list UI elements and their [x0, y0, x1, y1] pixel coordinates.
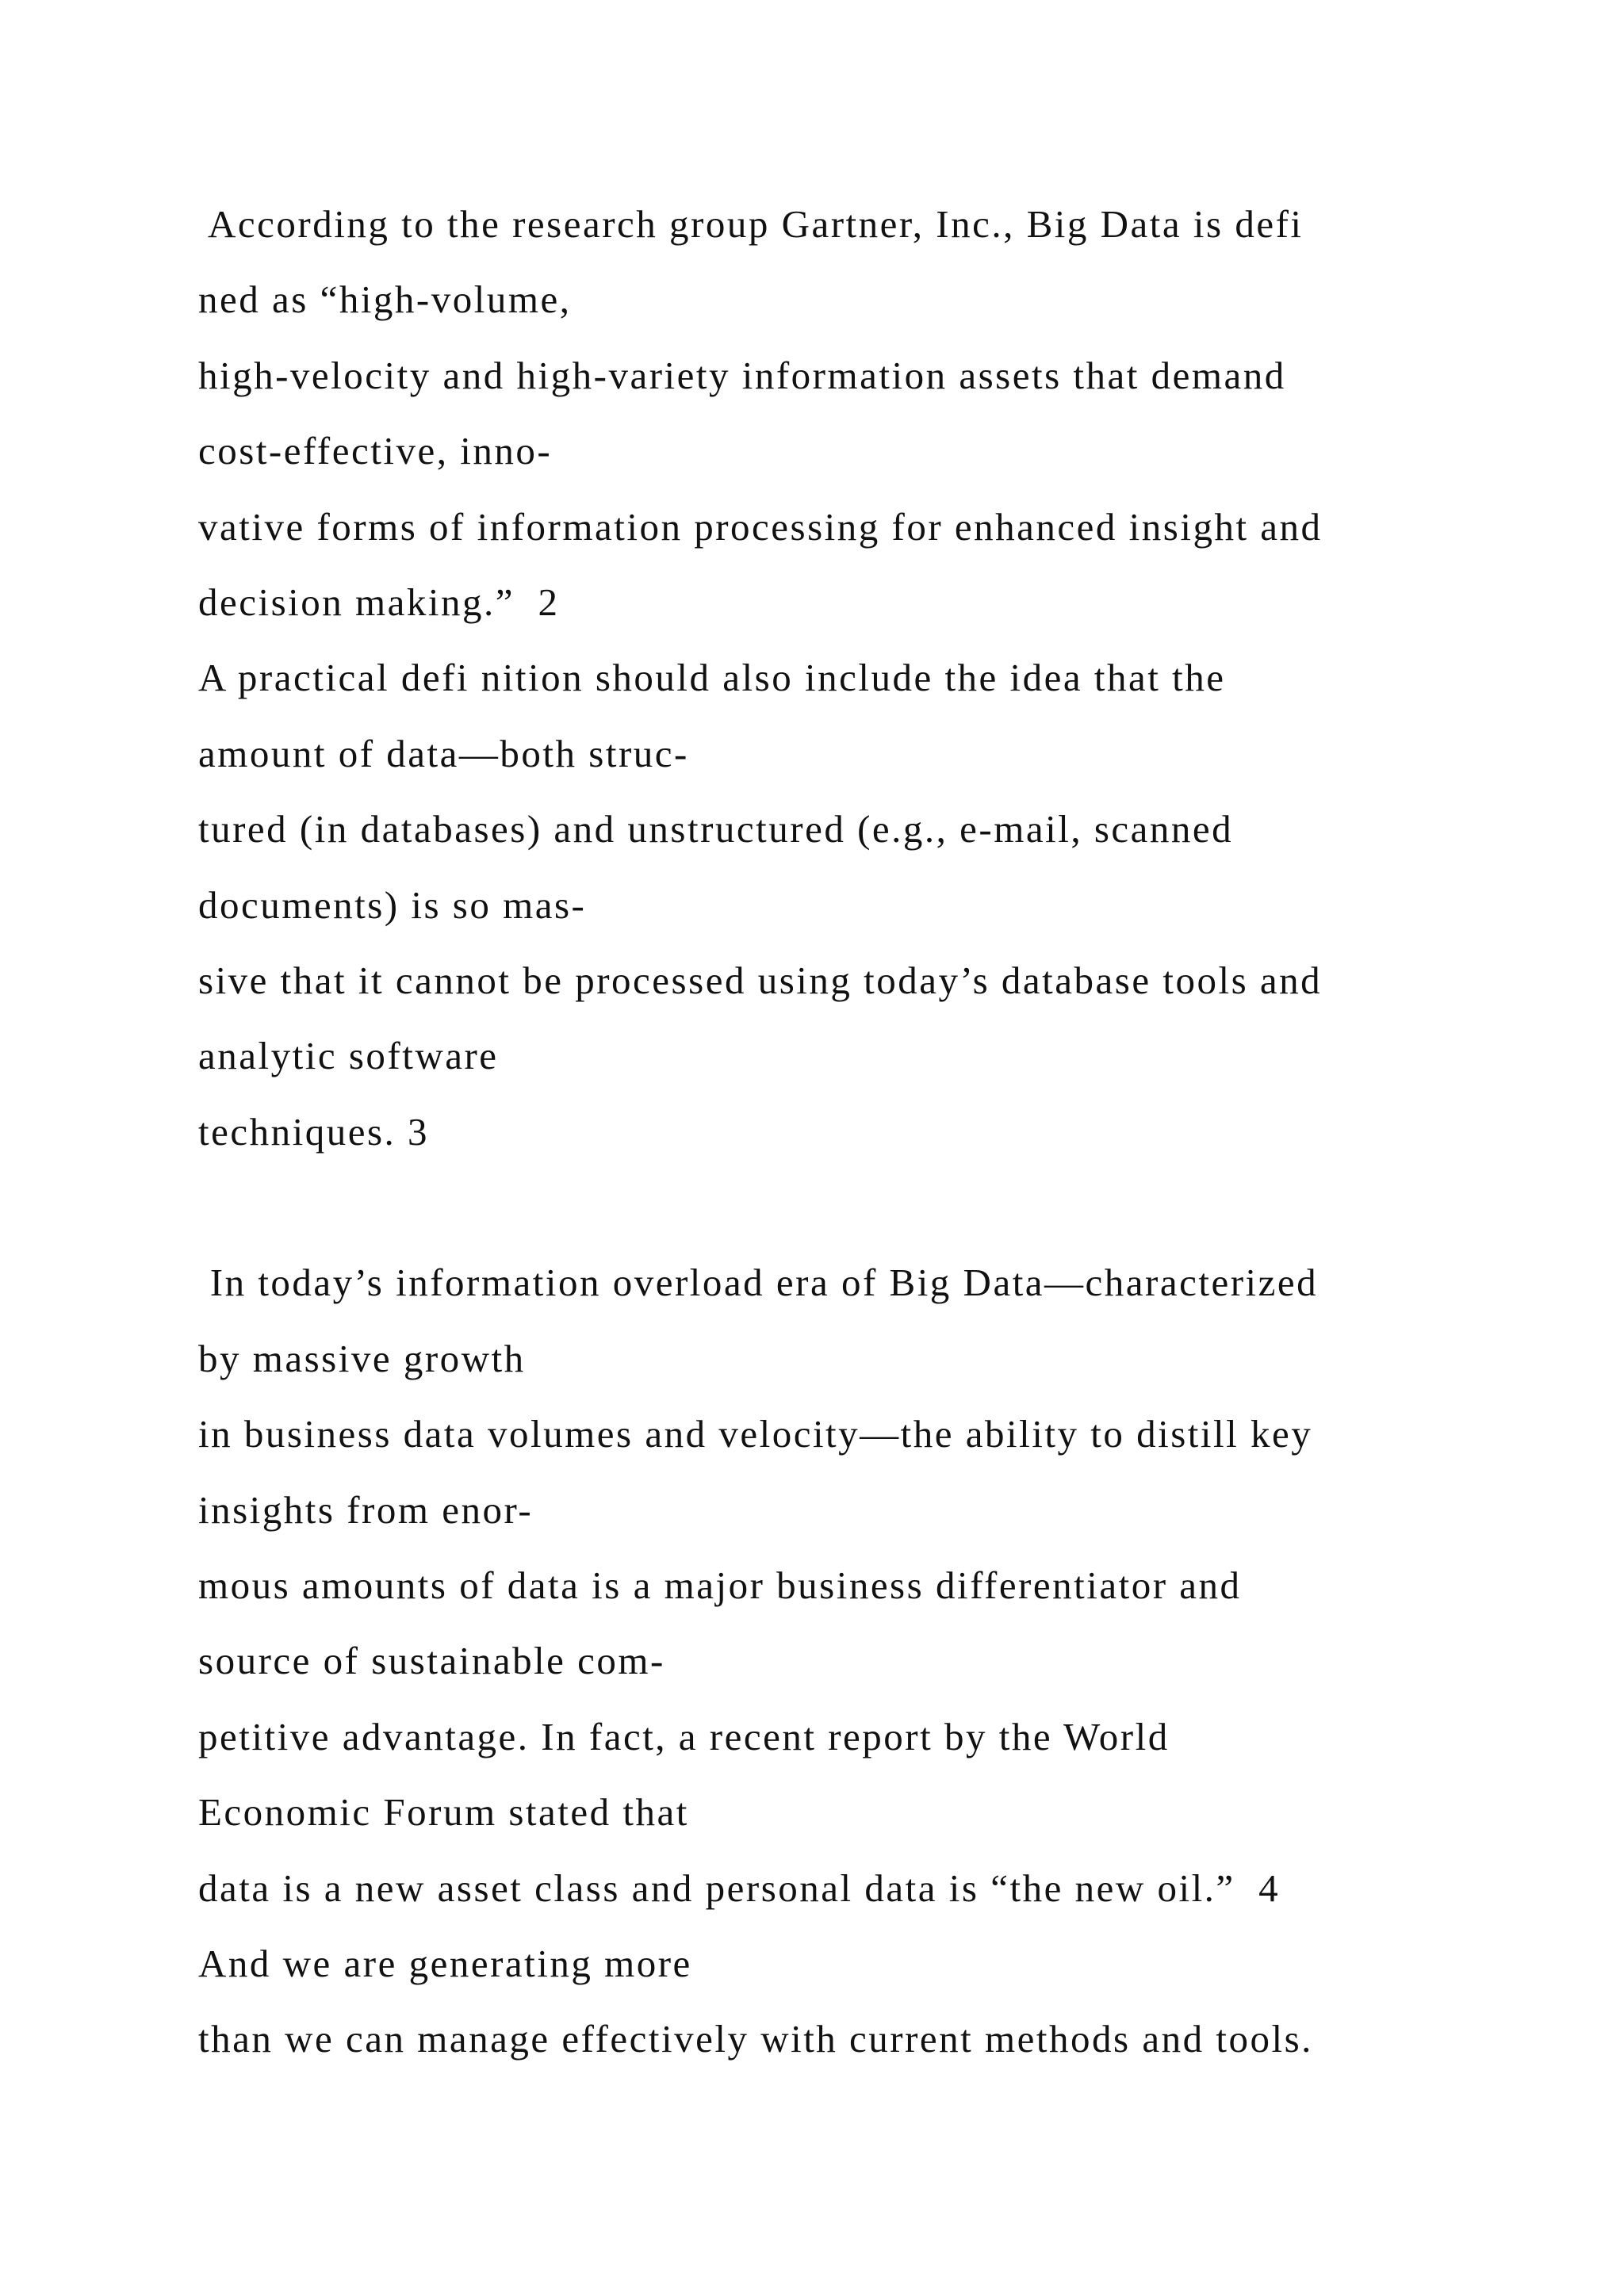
text-line: And we are generating more: [198, 1941, 692, 1985]
text-line: documents) is so mas-: [198, 882, 587, 927]
text-line: mous amounts of data is a major business differentiator and: [198, 1563, 1242, 1608]
text-line: high-velocity and high-variety information assets that demand: [198, 353, 1286, 397]
text-line: data is a new asset class and personal data is “the new oil.” 4: [198, 1866, 1281, 1910]
text-line: cost-effective, inno-: [198, 429, 553, 473]
document-body: [198, 186, 1546, 2077]
text-line: vative forms of information processing for enhanced insight and: [198, 504, 1323, 549]
text-line: decision making.” 2: [198, 580, 560, 624]
text-line: source of sustainable com-: [198, 1639, 665, 1683]
text-line: Economic Forum stated that: [198, 1790, 689, 1835]
text-line: by massive growth: [198, 1336, 526, 1380]
paragraph-information-overload: [198, 1245, 1546, 2076]
text-line: analytic software: [198, 1034, 499, 1078]
text-line: A practical defi nition should also include the idea that the: [198, 656, 1226, 700]
text-line: In today’s information overload era of Big Data—characterized: [198, 1261, 1319, 1305]
text-line: According to the research group Gartner, Inc., Big Data is defi: [198, 202, 1304, 246]
text-line: ned as “high-volume,: [198, 277, 572, 322]
paragraph-big-data-definition: [198, 186, 1546, 1169]
text-line: tured (in databases) and unstructured (e.g., e-mail, scanned: [198, 807, 1234, 851]
text-line: sive that it cannot be processed using today’s database tools and: [198, 958, 1323, 1002]
paragraph-gap: [198, 1169, 1546, 1245]
text-line: petitive advantage. In fact, a recent report by the World: [198, 1714, 1170, 1758]
text-line: insights from enor-: [198, 1487, 534, 1532]
text-line: than we can manage effectively with current methods and tools.: [198, 2017, 1313, 2061]
text-line: in business data volumes and velocity—the ability to distill key: [198, 1412, 1313, 1456]
text-line: amount of data—both struc-: [198, 731, 689, 775]
text-line: techniques. 3: [198, 1109, 430, 1154]
